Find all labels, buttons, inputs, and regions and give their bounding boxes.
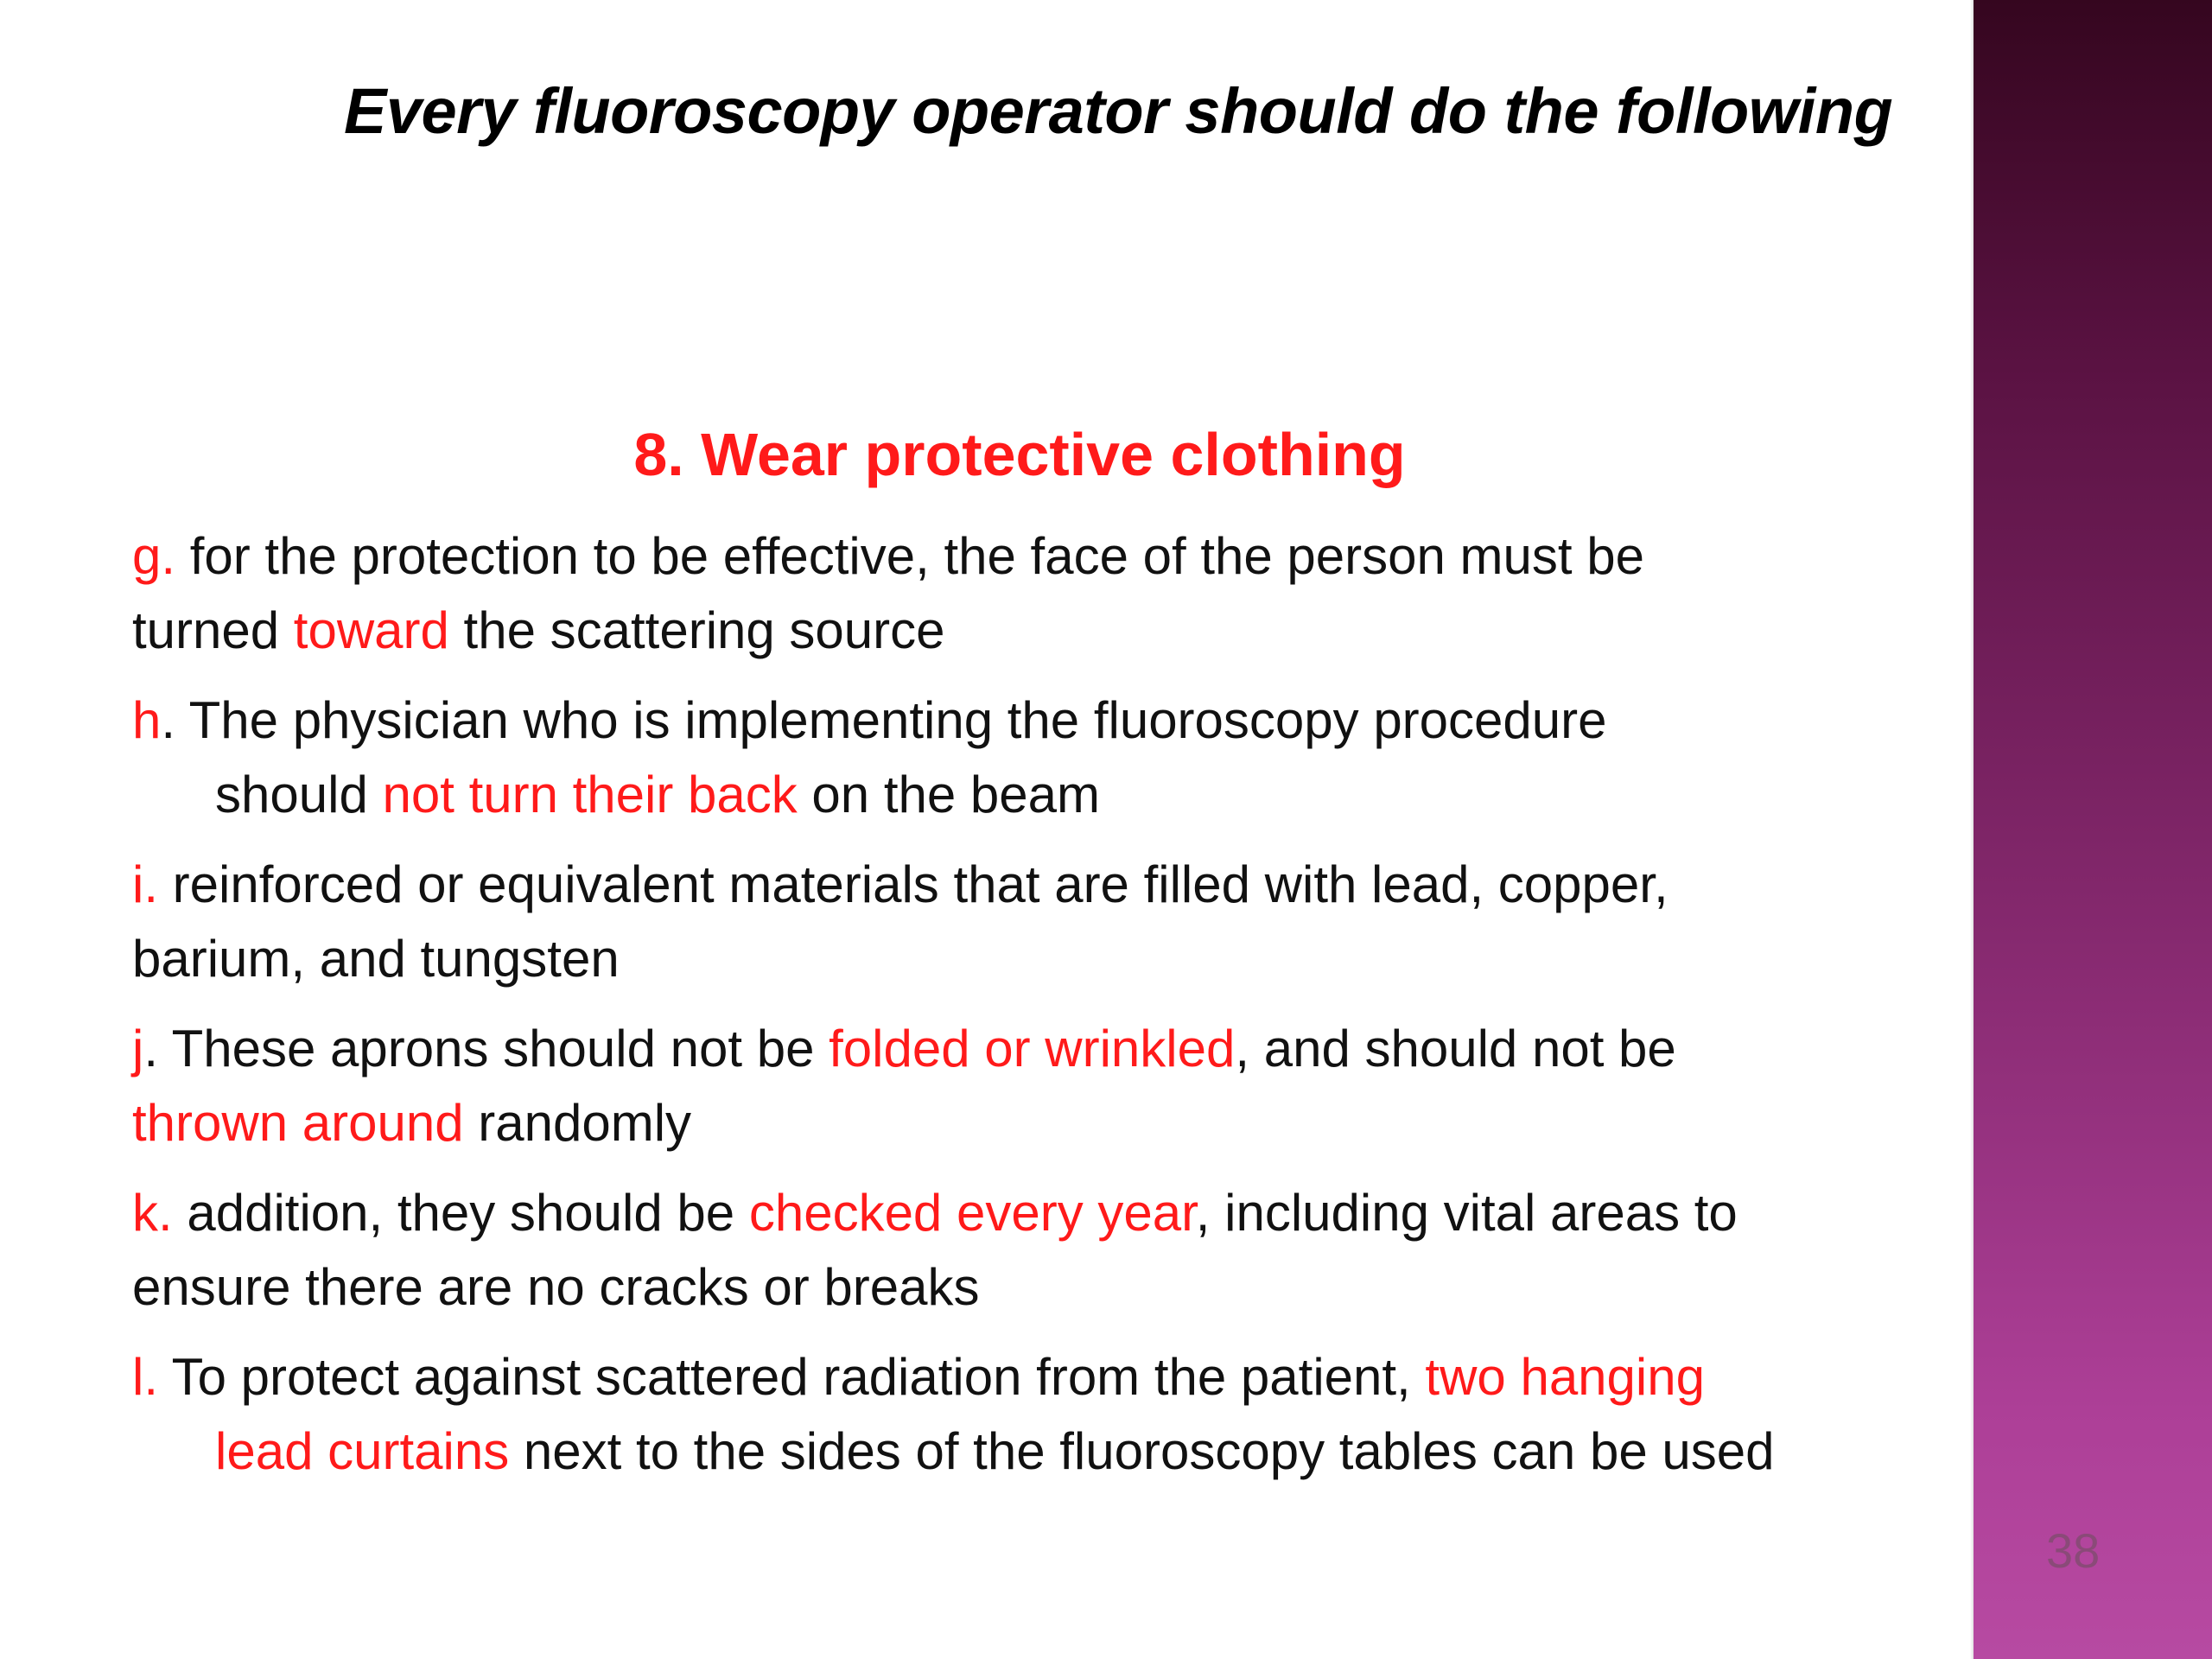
item-highlight: not turn their back	[382, 766, 798, 823]
item-letter: g.	[132, 527, 176, 585]
item-text: turned	[132, 601, 294, 659]
item-text: , including vital areas to	[1195, 1184, 1738, 1242]
item-continuation	[132, 1250, 1955, 1325]
item-letter: h	[132, 691, 162, 749]
item-text: . These aprons should not be	[143, 1020, 830, 1077]
item-highlight: lead curtains	[215, 1422, 510, 1480]
list-item-h	[132, 683, 1955, 832]
item-text: barium, and tungsten	[132, 930, 620, 988]
item-highlight: two hanging	[1425, 1348, 1705, 1406]
item-text: next to the sides of the fluoroscopy tables can be used	[509, 1422, 1775, 1480]
section-heading: 8. Wear protective clothing	[633, 421, 1406, 488]
item-letter: k.	[132, 1184, 173, 1242]
item-letter: j	[132, 1020, 144, 1077]
slide-title: Every fluoroscopy operator should do the following	[344, 75, 1893, 147]
item-highlight: thrown around	[132, 1094, 464, 1152]
item-highlight: folded or wrinkled	[829, 1020, 1236, 1077]
item-list	[132, 519, 1955, 1504]
item-text: addition, they should be	[172, 1184, 749, 1242]
list-item-g	[132, 519, 1955, 668]
item-text: , and should not be	[1235, 1020, 1676, 1077]
item-text: on the beam	[797, 766, 1100, 823]
item-text: for the protection to be effective, the face of the person must be	[175, 527, 1644, 585]
item-continuation	[132, 594, 1955, 668]
item-text: randomly	[463, 1094, 692, 1152]
item-text: should	[215, 766, 383, 823]
list-item-l	[132, 1340, 1955, 1489]
decorative-sidebar	[1974, 0, 2212, 1659]
list-item-j	[132, 1012, 1955, 1160]
item-text: the scattering source	[448, 601, 945, 659]
item-continuation	[132, 1414, 1955, 1489]
item-highlight: toward	[293, 601, 449, 659]
item-continuation	[132, 922, 1955, 996]
item-letter: i.	[132, 855, 158, 913]
item-continuation	[132, 758, 1955, 832]
item-continuation	[132, 1086, 1955, 1160]
list-item-i	[132, 848, 1955, 996]
list-item-k	[132, 1176, 1955, 1325]
item-text: . The physician who is implementing the fluoroscopy procedure	[161, 691, 1607, 749]
item-text: reinforced or equivalent materials that are filled with lead, copper,	[158, 855, 1669, 913]
item-letter: l.	[132, 1348, 158, 1406]
item-highlight: checked every year	[748, 1184, 1196, 1242]
slide-number: 38	[2046, 1523, 2101, 1578]
item-text: ensure there are no cracks or breaks	[132, 1258, 980, 1316]
item-text: To protect against scattered radiation from the patient,	[158, 1348, 1426, 1406]
